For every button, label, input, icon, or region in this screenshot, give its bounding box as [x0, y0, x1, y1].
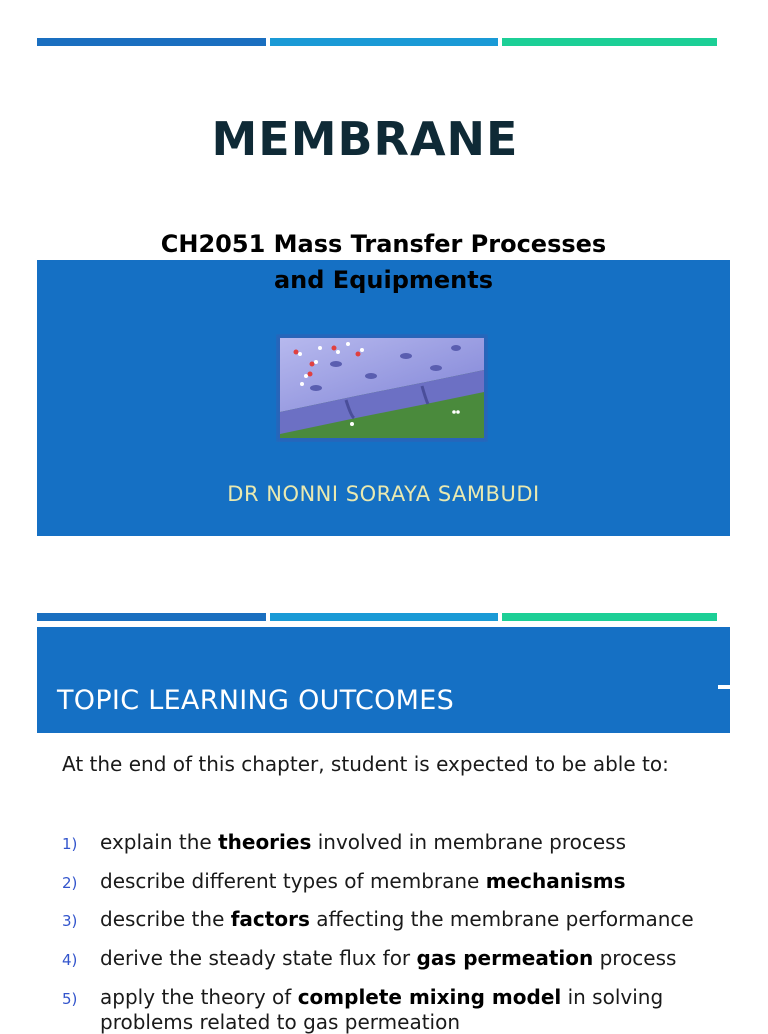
outcome-text-post: involved in membrane process	[311, 830, 627, 854]
outcome-text-post: process	[593, 946, 677, 970]
slide-title: MEMBRANE	[211, 112, 519, 166]
outcome-continuation: problems related to gas permeation	[100, 1010, 461, 1034]
outcome-number: 4)	[62, 951, 78, 969]
membrane-illustration	[276, 334, 488, 442]
outcome-text-pre: apply the theory of	[100, 985, 298, 1009]
accent-bar-teal	[502, 38, 717, 46]
outcome-keyword: mechanisms	[485, 869, 626, 893]
outcome-keyword: theories	[218, 830, 312, 854]
section-title: TOPIC LEARNING OUTCOMES	[57, 685, 455, 716]
course-subtitle	[37, 226, 730, 298]
outcome-item	[62, 985, 663, 1009]
outcome-text-pre: derive the steady state flux for	[100, 946, 417, 970]
intro-text: At the end of this chapter, student is expected to be able to:	[62, 752, 669, 776]
outcome-number: 2)	[62, 874, 78, 892]
outcome-text-post: in solving	[561, 985, 664, 1009]
outcome-item	[62, 946, 676, 970]
subtitle-line-2: and Equipments	[273, 266, 493, 294]
outcome-number: 5)	[62, 990, 78, 1008]
accent-bar-light-blue	[270, 38, 498, 46]
outcome-keyword: complete mixing model	[297, 985, 562, 1009]
accent-bar-dark-blue	[37, 38, 266, 46]
outcome-number: 1)	[62, 835, 78, 853]
outcome-text-post: affecting the membrane performance	[309, 907, 694, 931]
outcome-item	[62, 907, 694, 931]
outcome-keyword: factors	[230, 907, 310, 931]
outcome-text-pre: explain the	[100, 830, 219, 854]
accent-bar-dark-blue-2	[37, 613, 266, 621]
header-notch	[718, 685, 730, 689]
outcome-item	[62, 830, 626, 854]
outcome-text-pre: describe different types of membrane	[100, 869, 486, 893]
section-header-panel	[37, 627, 730, 733]
subtitle-line-1: CH2051 Mass Transfer Processes	[160, 230, 607, 258]
accent-bar-teal-2	[502, 613, 717, 621]
outcome-item	[62, 869, 625, 893]
outcome-number: 3)	[62, 912, 78, 930]
author-name: DR NONNI SORAYA SAMBUDI	[227, 482, 540, 506]
accent-bar-light-blue-2	[270, 613, 498, 621]
outcome-text-pre: describe the	[100, 907, 231, 931]
outcome-keyword: gas permeation	[416, 946, 594, 970]
